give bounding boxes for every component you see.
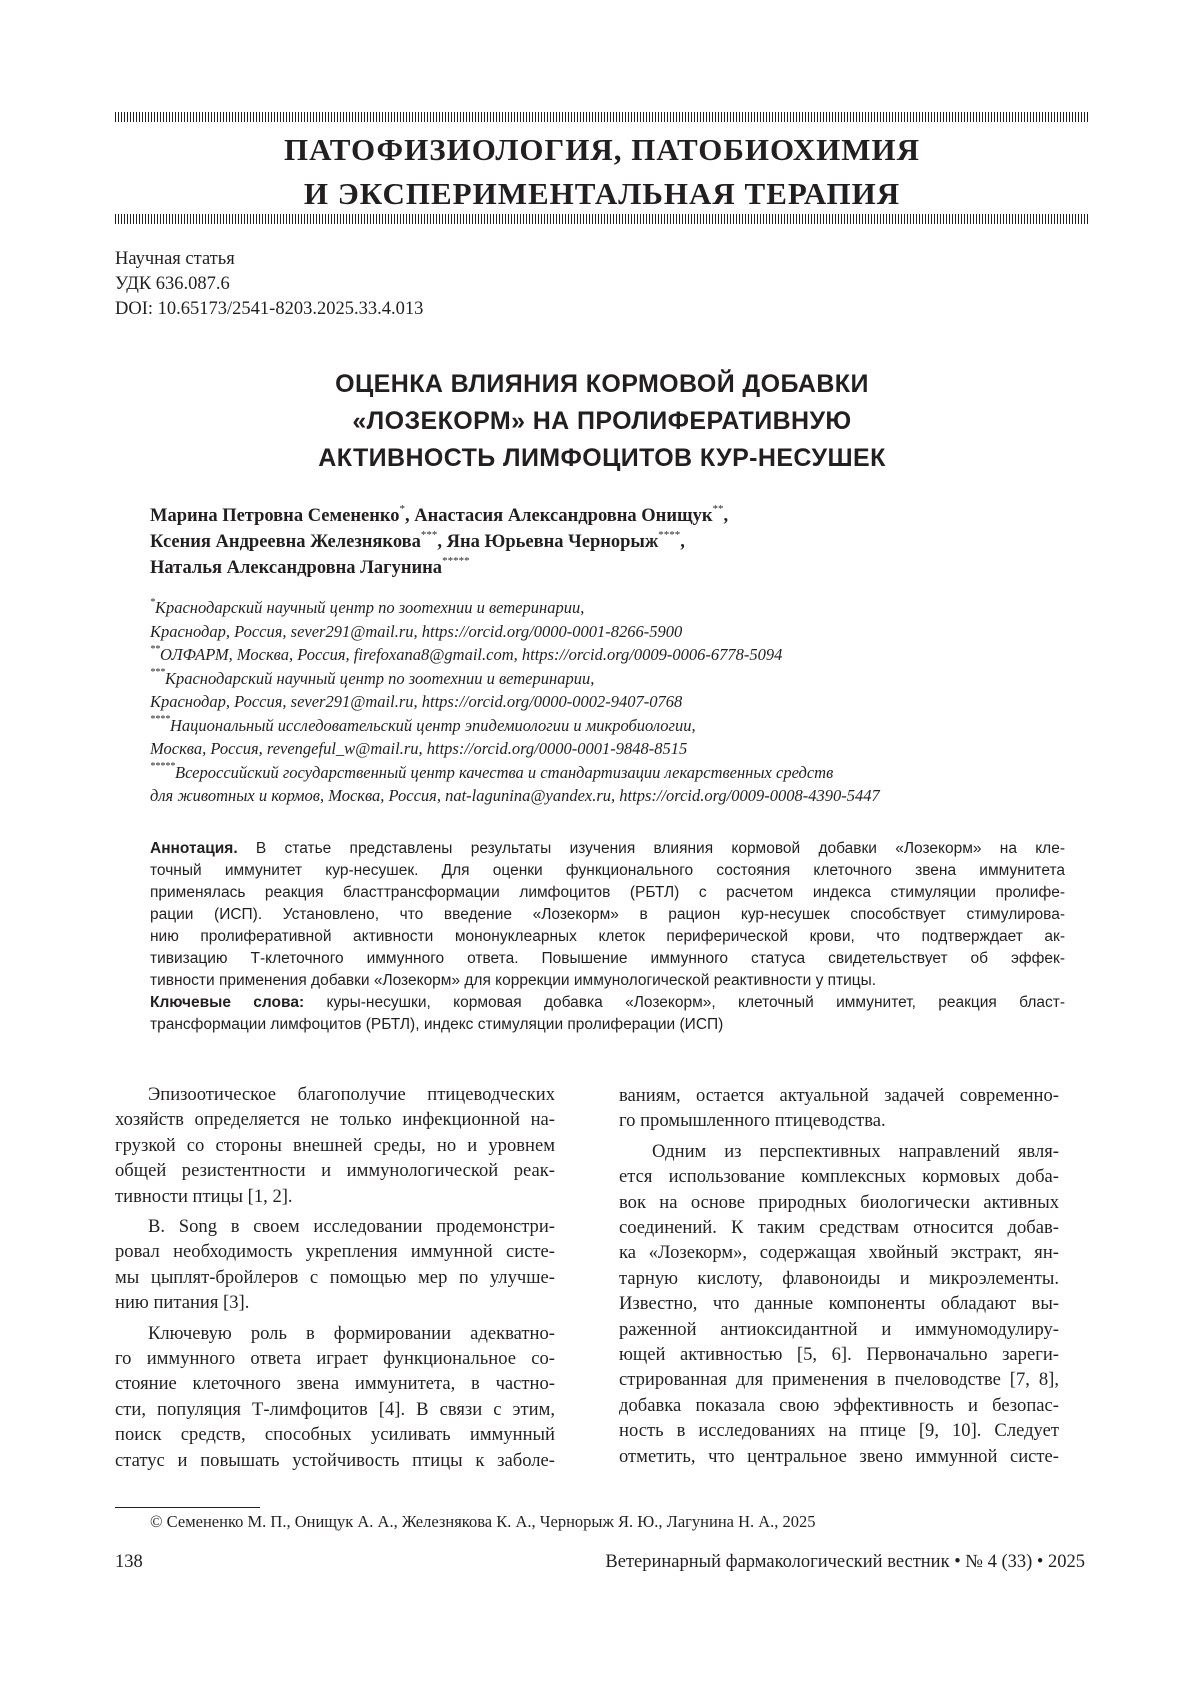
body-column-left (115, 1082, 555, 1473)
affiliation-text: Краснодар, Россия, sever291@mail.ru, https://orcid.org/0000-0002-9407-0768 (150, 692, 683, 711)
article-meta (115, 247, 423, 322)
abstract-text: В статье представлены результаты изучения влияния кормовой добавки «Лозекорм» на кле- (237, 840, 1065, 857)
author-name: Марина Петровна Семененко (150, 506, 400, 526)
section-heading-line-2: И ЭКСПЕРИМЕНТАЛЬНАЯ ТЕРАПИЯ (303, 176, 901, 211)
article-title (115, 366, 1089, 477)
body-line: тивности птицы [1, 2]. (115, 1185, 293, 1207)
body-line: соединений. К таким средствам относится добав- (619, 1217, 1059, 1239)
affiliation-text: Краснодар, Россия, sever291@mail.ru, https://orcid.org/0000-0001-8266-5900 (150, 621, 683, 641)
affiliations (150, 596, 880, 808)
body-line: ка «Лозекорм», содержащая хвойный экстракт, ян- (619, 1242, 1059, 1264)
abstract-line (150, 838, 1065, 860)
body-line: общей резистентности и иммунологической реак- (115, 1160, 555, 1182)
affiliation-4 (150, 714, 880, 738)
body-line: хозяйств определяется не только инфекционной на- (115, 1109, 555, 1131)
body-line: ровал необходимость укрепления иммунной систе- (115, 1241, 555, 1263)
abstract-line: рации (ИСП). Установлено, что введение «Лозекорм» в рацион кур-несушек способствует стимулирова- (150, 906, 1065, 923)
keywords-text: куры-несушки, кормовая добавка «Лозекорм», клеточный иммунитет, реакция бласт- (304, 994, 1066, 1011)
body-line: добавка показала свою эффективность и безопас- (619, 1394, 1059, 1416)
body-line: тарную кислоту, флавоноиды и микроэлементы. (619, 1267, 1059, 1289)
author-mark: ** (712, 502, 724, 515)
body-line: Ключевую роль в формировании адекватно- (148, 1322, 555, 1344)
affiliation-text: для животных и кормов, Москва, Россия, nat-lagunina@yandex.ru, https://orcid.org/0009-0008-4390-5447 (150, 786, 880, 805)
body-line: отметить, что центральное звено иммунной систе- (619, 1445, 1059, 1467)
top-hatched-rule (115, 112, 1089, 122)
author-mark: *** (420, 528, 438, 541)
abstract-label: Аннотация. (150, 840, 238, 857)
affiliation-text: Краснодарский научный центр по зоотехнии и ветеринарии, (155, 598, 585, 617)
affiliation-text: Национальный исследовательский центр эпидемиологии и микробиологии, (170, 715, 696, 735)
body-line: стрированная для применения в пчеловодстве [7, 8], (619, 1369, 1059, 1391)
affiliation-mark: ***** (150, 761, 175, 772)
body-line: поиск средств, способных усиливать иммунный (115, 1424, 555, 1446)
author-mark: ***** (442, 554, 470, 567)
body-line: ется использование комплексных кормовых доба- (619, 1166, 1059, 1188)
body-line: Эпизоотическое благополучие птицеводческих (148, 1084, 555, 1105)
body-column-right (619, 1083, 1059, 1469)
body-line: ваниям, остается актуальной задачей современно- (619, 1085, 1059, 1106)
author-name: Наталья Александровна Лагунина (150, 558, 443, 578)
copyright-notice: © Семененко М. П., Онищук А. А., Железнякова К. А., Чернорыж Я. Ю., Лагунина Н. А., 2025 (150, 1512, 816, 1531)
affiliation-1-cont (150, 620, 880, 644)
affiliation-text: ОЛФАРМ, Москва, Россия, firefoxana8@gmail.com, https://orcid.org/0009-0006-6778-5094 (160, 645, 783, 664)
body-line: вок на основе природных биологически активных (619, 1191, 1059, 1213)
abstract-line: тивности применения добавки «Лозекорм» для коррекции иммунологической реактивности у птицы. (150, 972, 877, 989)
page-number: 138 (115, 1552, 143, 1572)
journal-running-footer: Ветеринарный фармакологический вестник • № 4 (33) • 2025 (605, 1552, 1085, 1572)
body-line: Известно, что данные компоненты обладают вы- (619, 1293, 1059, 1315)
affiliation-mark: * (150, 596, 155, 608)
author-line-3 (150, 555, 728, 581)
abstract-line: точный иммунитет кур-несушек. Для оценки функционального состояния клеточного звена иммунитета (150, 862, 1065, 879)
body-line: ющей активностью [5, 6]. Первоначально зареги- (619, 1344, 1059, 1366)
body-line: сти, популяция Т-лимфоцитов [4]. В связи с этим, (115, 1398, 555, 1420)
affiliation-mark: ** (150, 643, 160, 655)
article-title-line-1: ОЦЕНКА ВЛИЯНИЯ КОРМОВОЙ ДОБАВКИ (335, 370, 869, 398)
affiliation-2 (150, 643, 880, 667)
body-line: ность в исследованиях на птице [9, 10]. Следует (619, 1420, 1059, 1442)
affiliation-3-cont (150, 690, 880, 714)
abstract (150, 838, 1065, 1036)
affiliation-3 (150, 667, 880, 691)
section-heading-line-1: ПАТОФИЗИОЛОГИЯ, ПАТОБИОХИМИЯ (284, 132, 920, 167)
article-type: Научная статья (115, 249, 235, 269)
abstract-line: нию пролиферативной активности мононуклеарных клеток периферической крови, что подтверждает ак- (150, 928, 1065, 945)
affiliation-5-cont (150, 784, 880, 808)
affiliation-text: Всероссийский государственный центр качества и стандартизации лекарственных средств (175, 762, 834, 782)
affiliation-mark: *** (150, 667, 165, 678)
author-list (150, 503, 728, 581)
body-line: статус и повышать устойчивость птицы к заболе- (115, 1449, 555, 1471)
body-line: грузкой со стороны внешней среды, но и уровнем (115, 1134, 555, 1156)
author-name: Анастасия Александровна Онищук (414, 506, 713, 526)
keywords-line: трансформации лимфоцитов (РБТЛ), индекс стимуляции пролиферации (ИСП) (150, 1016, 724, 1033)
affiliation-5 (150, 761, 880, 785)
body-line: го промышленного птицеводства. (619, 1110, 886, 1132)
author-line-1: Марина Петровна Семененко*, Анастасия Александровна Онищук**, (150, 502, 729, 526)
section-heading (115, 128, 1089, 216)
keywords-label: Ключевые слова: (150, 994, 305, 1011)
abstract-line: применялась реакция бласттрансформации лимфоцитов (РБТЛ) с расчетом индекса стимуляции пролифе- (150, 884, 1065, 901)
body-line: Одним из перспективных направлений явля- (652, 1140, 1059, 1162)
bottom-hatched-rule (115, 214, 1089, 224)
article-title-line-3: АКТИВНОСТЬ ЛИМФОЦИТОВ КУР-НЕСУШЕК (318, 444, 886, 472)
author-name: Ксения Андреевна Железнякова (150, 532, 421, 552)
affiliation-text: Москва, Россия, revengeful_w@mail.ru, https://orcid.org/0000-0001-9848-8515 (150, 739, 688, 758)
affiliation-mark: **** (150, 714, 170, 725)
affiliation-4-cont (150, 737, 880, 761)
abstract-line: тивизацию Т-клеточного иммунного ответа. Повышение иммунного статуса свидетельствует об эффек- (150, 950, 1065, 967)
body-line: стояние клеточного звена иммунитета, в частно- (115, 1373, 555, 1395)
author-line-2: Ксения Андреевна Железнякова***, Яна Юрьевна Чернорыж****, (150, 528, 685, 552)
keywords-line (150, 992, 1065, 1014)
author-mark: **** (658, 528, 681, 541)
body-line: раженной антиоксидантной и иммуномодулиру- (619, 1318, 1059, 1340)
body-line: мы цыплят-бройлеров с помощью мер по улучше- (115, 1266, 555, 1288)
footnote-rule (115, 1507, 260, 1508)
author-name: Яна Юрьевна Чернорыж (446, 532, 659, 552)
body-line: нию питания [3]. (115, 1292, 250, 1314)
affiliation-1 (150, 596, 880, 620)
author-mark: * (399, 502, 406, 515)
body-line: В. Song в своем исследовании продемонстри- (148, 1216, 555, 1238)
doi: DOI: 10.65173/2541-8203.2025.33.4.013 (115, 299, 424, 319)
body-line: го иммунного ответа играет функциональное со- (115, 1348, 555, 1370)
article-title-line-2: «ЛОЗЕКОРМ» НА ПРОЛИФЕРАТИВНУЮ (352, 407, 852, 435)
affiliation-text: Краснодарский научный центр по зоотехнии и ветеринарии, (165, 668, 595, 688)
udk: УДК 636.087.6 (115, 274, 230, 294)
